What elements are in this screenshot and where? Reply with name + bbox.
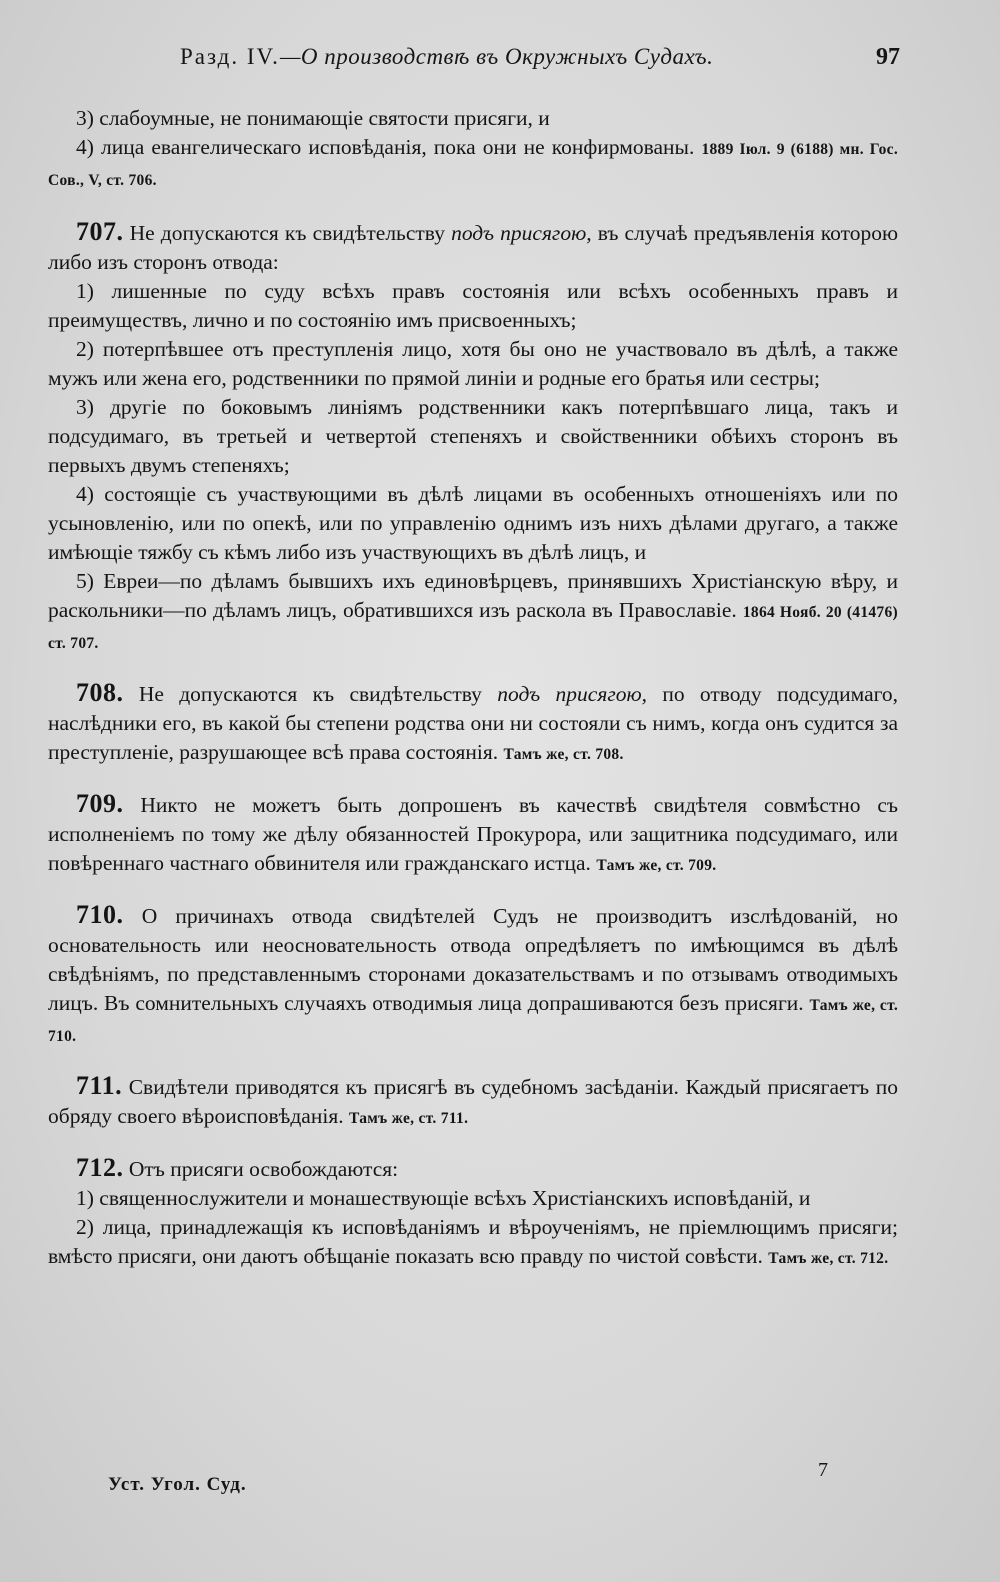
source-reference: 1864 Нояб. 20 (41476) ст. 707. [48, 604, 898, 652]
clause-4-evangelical: 4) лица евангелическаго исповѣданія, пока они не конфирмованы. 1889 Іюл. 9 (6188) мн. Гос. Сов., V, ст. 706. [48, 135, 898, 189]
article-712: 712. Отъ присяги освобождаются: [76, 1153, 399, 1182]
article-707-clause-5: 5) Евреи—по дѣламъ бывшихъ ихъ единовѣрцевъ, принявшихъ Христіанскую вѣру, и раскольники—по дѣламъ лицъ, обратившихся изъ раскола въ Православіе. 1864 Нояб. 20 (41476) ст. 707. [48, 569, 898, 652]
article-number: 708. [76, 678, 124, 707]
article-708: 708. Не допускаются къ свидѣтельству подъ присягою, по отводу подсудимаго, наслѣдники его, въ какой бы степени родства они ни состояли съ нимъ, когда онъ судится за преступленіе, разрушающее всѣ права состоянія. Тамъ же, ст. 708. [48, 678, 899, 764]
article-number: 712. [76, 1153, 124, 1182]
article-711: 711. Свидѣтели приводятся къ присягѣ въ судебномъ засѣданіи. Каждый присягаетъ по обряду своего вѣроисповѣданія. Тамъ же, ст. 711. [48, 1071, 898, 1128]
article-712-clause-1: 1) священнослужители и монашествующіе всѣхъ Христіанскихъ исповѣданій, и [76, 1186, 811, 1210]
running-header [180, 44, 900, 84]
article-709: 709. Никто не можетъ быть допрошенъ въ качествѣ свидѣтеля совмѣстно съ исполненіемъ по тому же дѣлу обязанностей Прокурора, или защитника подсудимаго, или повѣреннаго частнаго обвинителя или гражданскаго истца. Тамъ же, ст. 709. [48, 789, 899, 875]
running-title [180, 44, 713, 70]
clause-3-weak-minded: 3) слабоумные, не понимающіе святости присяги, и [76, 106, 550, 130]
article-number: 709. [76, 789, 124, 818]
article-710: 710. О причинахъ отвода свидѣтелей Судъ не производитъ изслѣдованій, но основательность или неосновательность отвода опредѣляетъ по имѣющимся въ дѣлѣ свѣдѣніямъ, по представленнымъ сторонами доказательствамъ и по отзывамъ отводимыхъ лицъ. Въ сомнительныхъ случаяхъ отводимыя лица допрашиваются безъ присяги. Тамъ же, ст. 710. [48, 900, 899, 1045]
source-reference: Тамъ же, ст. 710. [48, 997, 898, 1045]
article-707-clause-3: 3) другіе по боковымъ линіямъ родственники какъ потерпѣвшаго лица, такъ и подсудимаго, въ третьей и четвертой степеняхъ и свойственники обѣихъ сторонъ въ первыхъ двумъ степеняхъ; [48, 395, 898, 477]
source-reference: Тамъ же, ст. 708. [503, 746, 624, 763]
article-712-clause-2: 2) лица, принадлежащія къ исповѣданіямъ и вѣроученіямъ, не пріемлющимъ присяги; вмѣсто присяги, они даютъ обѣщаніе показать всю правду по чистой совѣсти. Тамъ же, ст. 712. [48, 1215, 898, 1268]
source-reference: Тамъ же, ст. 709. [596, 857, 717, 874]
article-707-clause-1: 1) лишенные по суду всѣхъ правъ состоянія или всѣхъ особенныхъ правъ и преимуществъ, лично и по состоянію имъ присвоенныхъ; [48, 279, 898, 332]
sheet-mark: 7 [818, 1459, 828, 1481]
article-number: 710. [76, 900, 124, 929]
source-reference: Тамъ же, ст. 711. [348, 1110, 469, 1127]
article-707-clause-4: 4) состоящіе съ участвующими въ дѣлѣ лицами въ особенныхъ отношеніяхъ или по усыновленію, или по опекѣ, или по управленію однимъ изъ нихъ дѣлами другаго, а также имѣющіе тяжбу съ кѣмъ либо изъ участвующихъ въ дѣлѣ лицъ, и [48, 482, 898, 564]
article-number: 711. [76, 1071, 123, 1100]
source-reference: Тамъ же, ст. 712. [768, 1250, 889, 1267]
section-title: —О производствѣ въ Окружныхъ Судахъ. [279, 44, 714, 69]
page-body [48, 104, 898, 1273]
signature-line: Уст. Угол. Суд. [108, 1474, 247, 1495]
section-label: Разд. IV. [180, 44, 280, 69]
article-707: 707. Не допускаются къ свидѣтельству подъ присягою, въ случаѣ предъявленія которою либо изъ сторонъ отвода: [48, 217, 899, 274]
article-number: 707. [76, 217, 124, 246]
article-707-clause-2: 2) потерпѣвшее отъ преступленія лицо, хотя бы оно не участвовало въ дѣлѣ, а также мужъ или жена его, родственники по прямой линіи и родные его братья или сестры; [48, 337, 898, 390]
page-number: 97 [876, 44, 900, 70]
source-reference: 1889 Іюл. 9 (6188) мн. Гос. Сов., V, ст. 706. [48, 141, 898, 189]
